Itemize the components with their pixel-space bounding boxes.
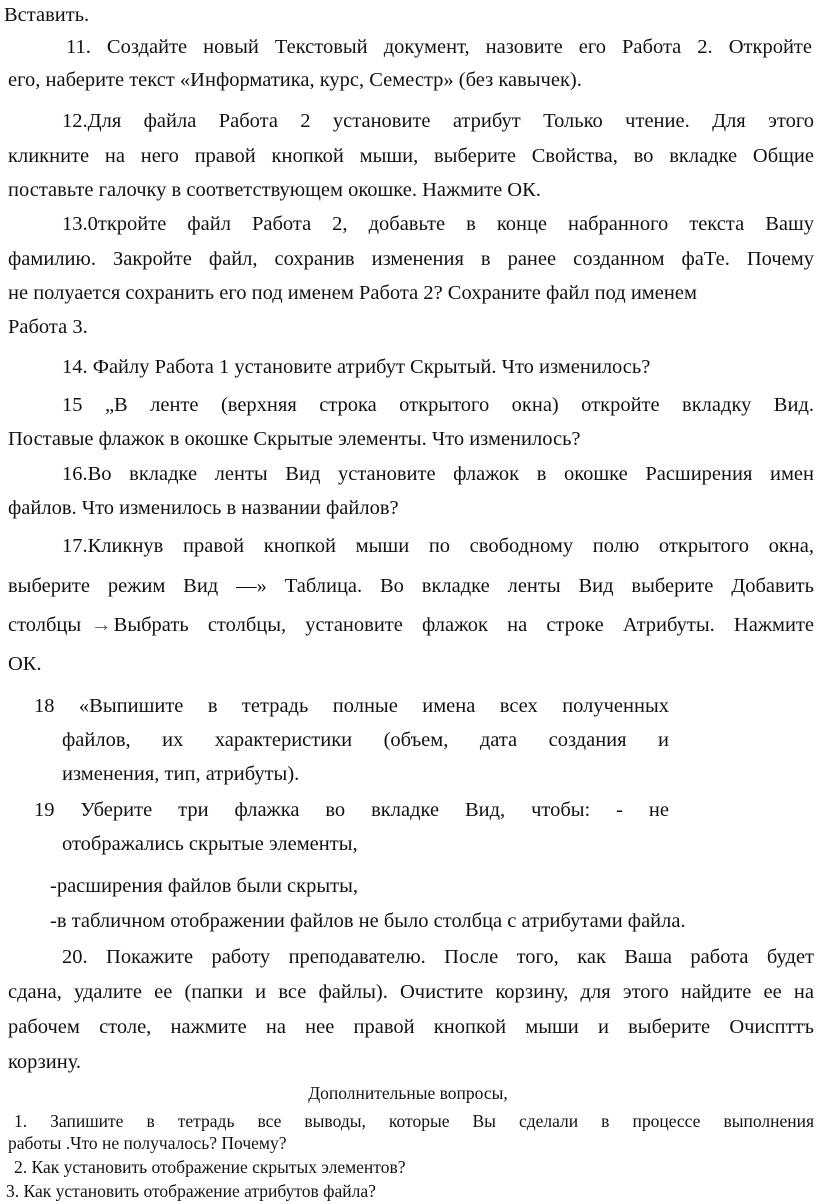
task-16-line: 16.Во вкладке ленты Вид установите флажок в окошке Расширения имен xyxy=(62,463,814,485)
task-14-line: 14. Файлу Работа 1 установите атрибут Скрытый. Что изменилось? xyxy=(62,356,651,378)
text-line: работы .Что не получалось? Почему? xyxy=(8,1133,287,1153)
task-13-line: 13.0ткройте файл Работа 2, добавьте в конце набранного текста Вашу xyxy=(62,213,814,235)
text-fragment: столбцы xyxy=(8,614,82,636)
text-line: поставьте галочку в соответствующем окошке. Нажмите ОК. xyxy=(8,179,541,201)
task-12-line: 12.Для файла Работа 2 установите атрибут Только чтение. Для этого xyxy=(62,110,814,132)
text-line: Работа 3. xyxy=(8,316,88,338)
question-2-line: 2. Как установить отображение скрытых элементов? xyxy=(14,1157,406,1177)
text-line: не полуается сохранить его под именем Работа 2? Сохраните файл под именем xyxy=(8,282,697,304)
arrow-icon: → xyxy=(91,614,112,636)
text-line: фамилию. Закройте файл, сохранив изменения в ранее созданном фаТе. Почему xyxy=(8,248,814,270)
text-line: сдана, удалите ее (папки и все файлы). Очистите корзину, для этого найдите ее на xyxy=(8,981,814,1003)
text-line: ОК. xyxy=(8,653,42,675)
text-line: файлов, их характеристики (объем, дата создания и xyxy=(62,729,669,751)
task-11-line: 11. Создайте новый Текстовый документ, назовите его Работа 2. Откройте xyxy=(66,36,812,58)
text-line: выберите режим Вид —» Таблица. Во вкладке ленты Вид выберите Добавить xyxy=(8,575,814,597)
text-line: его, наберите текст «Информатика, курс, Семестр» (без кавычек). xyxy=(8,69,582,91)
text-line: -в табличном отображении файлов не было столбца с атрибутами файла. xyxy=(50,910,686,932)
text-fragment: Выбрать столбцы, установите флажок на строке Атрибуты. Нажмите xyxy=(113,614,814,636)
question-1-line: 1. Запишите в тетрадь все выводы, которые Вы сделали в процессе выполнения xyxy=(14,1111,814,1131)
question-3-line: 3. Как установить отображение атрибутов файла? xyxy=(6,1181,376,1201)
text-line xyxy=(8,612,814,638)
text-line: -расширения файлов были скрыты, xyxy=(50,875,358,897)
section-heading: Дополнительные вопросы, xyxy=(308,1083,508,1103)
text-line: Вставить. xyxy=(4,4,90,26)
text-line: файлов. Что изменилось в названии файлов? xyxy=(8,497,399,519)
task-17-line: 17.Кликнув правой кнопкой мыши по свободному полю открытого окна, xyxy=(62,535,814,557)
task-18-line: 18 «Выпишите в тетрадь полные имена всех полученных xyxy=(34,695,669,717)
task-20-line: 20. Покажите работу преподавателю. После того, как Ваша работа будет xyxy=(62,946,814,968)
text-line: Поставые флажок в окошке Скрытые элементы. Что изменилось? xyxy=(8,428,581,450)
text-line: рабочем столе, нажмите на нее правой кнопкой мыши и выберите Очиспттъ xyxy=(8,1016,814,1038)
task-15-line: 15 „В ленте (верхняя строка открытого окна) откройте вкладку Вид. xyxy=(62,394,814,416)
task-19-line: 19 Уберите три флажка во вкладке Вид, чтобы: - не xyxy=(34,799,669,821)
text-line: корзину. xyxy=(8,1051,82,1073)
text-line: кликните на него правой кнопкой мыши, выберите Свойства, во вкладке Общие xyxy=(8,145,814,167)
text-line: изменения, тип, атрибуты). xyxy=(62,763,300,785)
text-line: отображались скрытые элементы, xyxy=(62,833,358,855)
